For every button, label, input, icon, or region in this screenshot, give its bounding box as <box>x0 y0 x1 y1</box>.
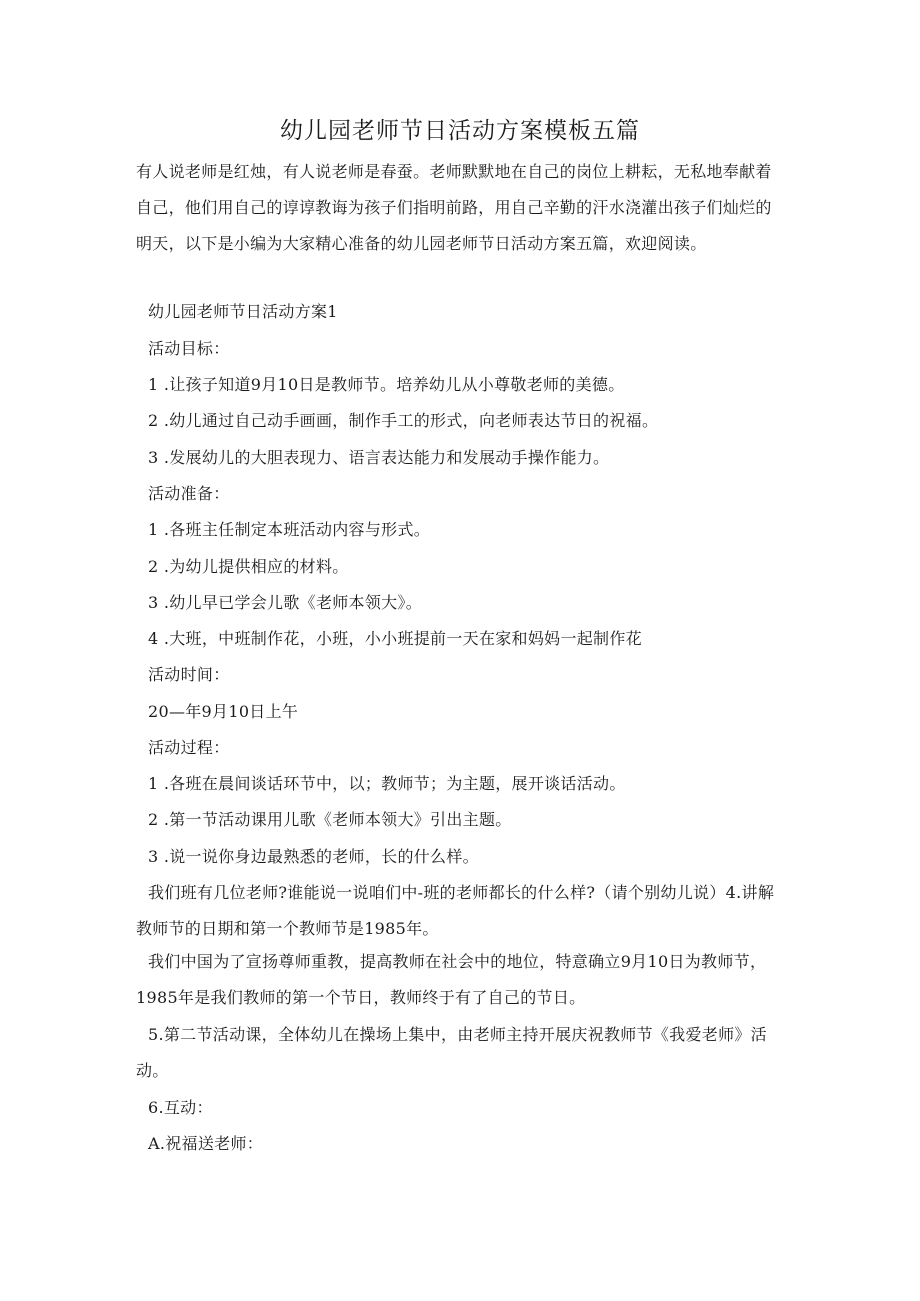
item-6: 6.互动： <box>148 1098 213 1117</box>
paragraph-activity-5: 5.第二节活动课，全体幼儿在操场上集中，由老师主持开展庆祝教师节《我爱老师》活动。 <box>136 1025 767 1080</box>
prep-item-4: 4 .大班，中班制作花，小班，小小班提前一天在家和妈妈一起制作花 <box>148 629 642 648</box>
goals-heading: 活动目标： <box>148 339 230 358</box>
intro-paragraph: 有人说老师是红烛，有人说老师是春蚕。老师默默地在自己的岗位上耕耘，无私地奉献着自己，他们用自己的谆谆教诲为孩子们指明前路，用自己辛勤的汗水浇灌出孩子们灿烂的明天，以下是小编为大家精心准备的幼儿园老师节日活动方案五篇，欢迎阅读。 <box>136 162 772 253</box>
goal-item-3: 3 .发展幼儿的大胆表现力、语言表达能力和发展动手操作能力。 <box>148 448 610 467</box>
prep-item-1: 1 .各班主任制定本班活动内容与形式。 <box>148 520 431 539</box>
time-value: 20—年9月10日上午 <box>148 702 299 721</box>
process-heading: 活动过程： <box>148 738 230 757</box>
process-item-1: 1 .各班在晨间谈话环节中，以；教师节；为主题，展开谈话活动。 <box>148 774 626 793</box>
prep-heading: 活动准备： <box>148 484 230 503</box>
document-title: 幼儿园老师节日活动方案模板五篇 <box>280 118 640 144</box>
goal-item-1: 1 .让孩子知道9月10日是教师节。培养幼儿从小尊敬老师的美德。 <box>148 375 625 394</box>
process-item-2: 2 .第一节活动课用儿歌《老师本领大》引出主题。 <box>148 810 512 829</box>
prep-item-3: 3 .幼儿早已学会儿歌《老师本领大》。 <box>148 593 423 612</box>
process-item-3: 3 .说一说你身边最熟悉的老师，长的什么样。 <box>148 847 479 866</box>
paragraph-teachers-day: 我们中国为了宣扬尊师重教，提高教师在社会中的地位，特意确立9月10日为教师节，1985年是我们教师的第一个节日，教师终于有了自己的节日。 <box>136 952 767 1007</box>
item-a: A.祝福送老师： <box>148 1134 264 1153</box>
paragraph-teachers: 我们班有几位老师?谁能说一说咱们中-班的老师都长的什么样?（请个别幼儿说）4.讲解教师节的日期和第一个教师节是1985年。 <box>136 883 775 938</box>
prep-item-2: 2 .为幼儿提供相应的材料。 <box>148 557 349 576</box>
section-title: 幼儿园老师节日活动方案1 <box>148 302 338 321</box>
time-heading: 活动时间： <box>148 665 230 684</box>
goal-item-2: 2 .幼儿通过自己动手画画，制作手工的形式，向老师表达节日的祝福。 <box>148 411 659 430</box>
